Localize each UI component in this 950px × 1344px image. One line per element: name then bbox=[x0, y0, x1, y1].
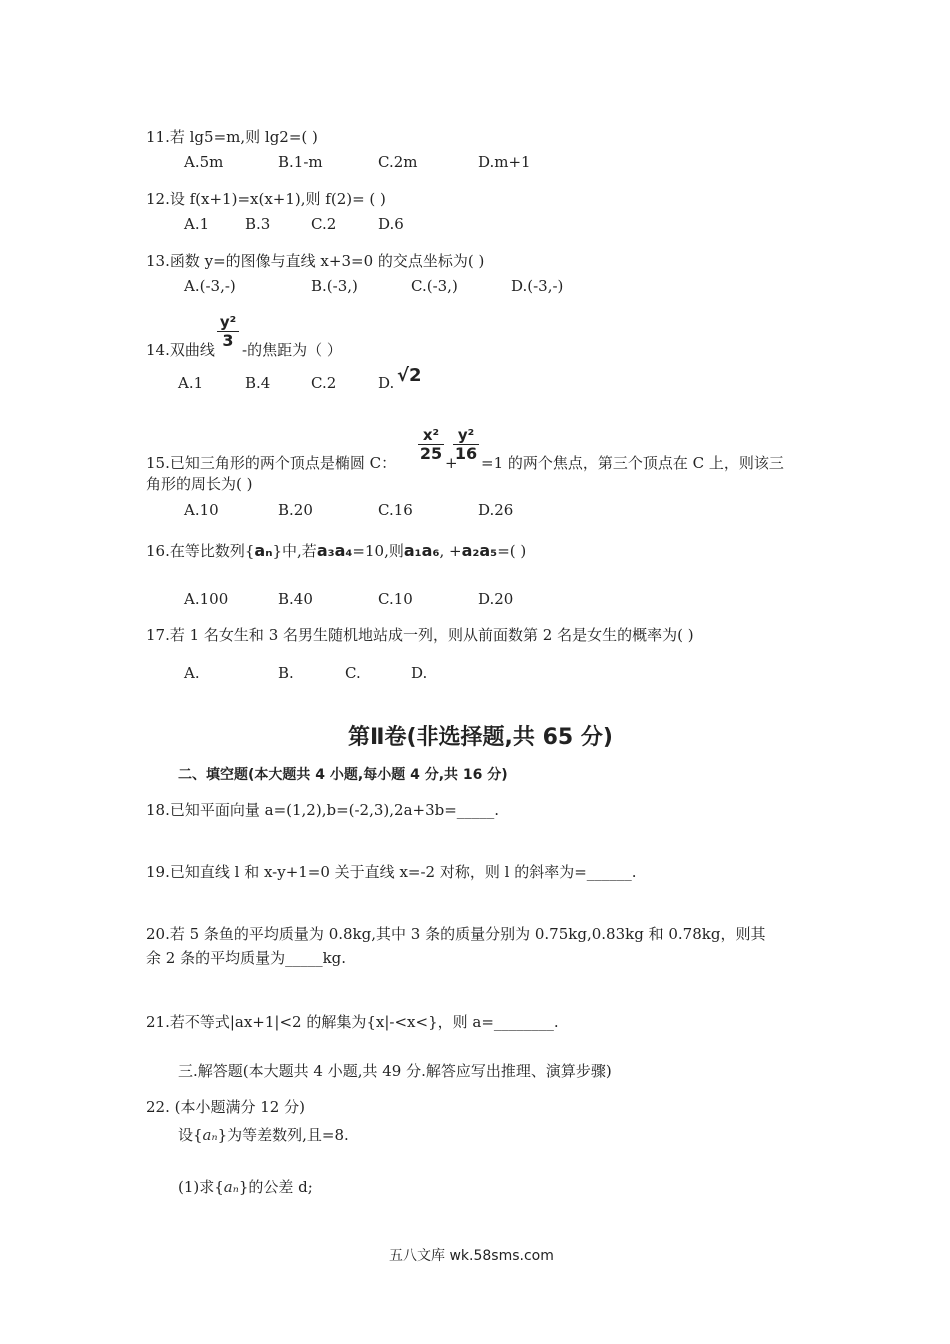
sqrt-two-symbol: √2 bbox=[397, 365, 422, 386]
question-16-stem bbox=[146, 541, 526, 561]
question-22-part1 bbox=[178, 1177, 313, 1197]
answer-section-heading: 三.解答题(本大题共 4 小题,共 49 分.解答应写出推理、演算步骤) bbox=[178, 1062, 612, 1080]
question-11-stem: 11.若 lg5=m,则 lg2=( ) bbox=[146, 128, 318, 146]
q14-fraction bbox=[217, 313, 239, 350]
q16-option-d: D.20 bbox=[478, 590, 514, 608]
question-22-line1 bbox=[178, 1125, 349, 1145]
q14-option-c: C.2 bbox=[311, 374, 337, 392]
question-12-stem: 12.设 f(x+1)=x(x+1),则 f(2)= ( ) bbox=[146, 190, 386, 208]
q16-option-a: A.100 bbox=[184, 590, 229, 608]
q17-option-a: A. bbox=[184, 664, 200, 682]
q15-fraction-y bbox=[453, 426, 479, 463]
q16-text-3: =10,则 bbox=[352, 542, 404, 560]
q17-option-c: C. bbox=[345, 664, 361, 682]
q16-option-b: B.40 bbox=[278, 590, 313, 608]
q15-option-b: B.20 bbox=[278, 501, 313, 519]
q16-text-1: 16.在等比数列{ bbox=[146, 542, 255, 560]
q15-option-d: D.26 bbox=[478, 501, 514, 519]
q15-option-a: A.10 bbox=[184, 501, 219, 519]
footer-watermark-text: 五八文库 wk.58sms.com bbox=[389, 1248, 554, 1264]
q17-option-d: D. bbox=[411, 664, 428, 682]
question-22-title: 22. (本小题满分 12 分) bbox=[146, 1098, 305, 1116]
q16-a3a4: a₃a₄ bbox=[316, 541, 353, 560]
q22-part1-sequence-an: aₙ bbox=[223, 1178, 239, 1196]
part-two-title: 第Ⅱ卷(非选择题,共 65 分) bbox=[348, 725, 613, 750]
q22-part1-text-2: }的公差 d; bbox=[238, 1178, 313, 1196]
q15-fraction-x-numerator: x² bbox=[418, 426, 444, 445]
q16-a2a5: a₂a₅ bbox=[461, 541, 498, 560]
question-18-stem: 18.已知平面向量 a=(1,2),b=(-2,3),2a+3b=_____. bbox=[146, 801, 500, 819]
q17-option-b: B. bbox=[278, 664, 294, 682]
question-14-suffix: -的焦距为（ ） bbox=[242, 341, 342, 359]
q15-option-c: C.16 bbox=[378, 501, 413, 519]
q22-text-1: 设{ bbox=[178, 1126, 203, 1144]
q13-option-d: D.(-3,-) bbox=[511, 277, 564, 295]
q14-fraction-denominator: 3 bbox=[222, 331, 234, 350]
q13-option-a: A.(-3,-) bbox=[184, 277, 236, 295]
question-21-stem: 21.若不等式|ax+1|<2 的解集为{x|-<x<}，则 a=________. bbox=[146, 1013, 559, 1031]
q12-option-a: A.1 bbox=[184, 215, 210, 233]
question-15-suffix: =1 的两个焦点，第三个顶点在 C 上，则该三 bbox=[481, 454, 784, 472]
q12-option-c: C.2 bbox=[311, 215, 337, 233]
q22-sequence-an: aₙ bbox=[202, 1126, 218, 1144]
q15-fraction-x-denominator: 25 bbox=[419, 444, 443, 463]
q11-option-a: A.5m bbox=[184, 153, 224, 171]
q16-a1a6: a₁a₆ bbox=[403, 541, 440, 560]
fill-in-section-heading: 二、填空题(本大题共 4 小题,每小题 4 分,共 16 分) bbox=[178, 767, 508, 783]
q13-option-b: B.(-3,) bbox=[311, 277, 358, 295]
question-20-line2: 余 2 条的平均质量为_____kg. bbox=[146, 949, 347, 967]
q14-option-a: A.1 bbox=[178, 374, 204, 392]
q14-option-d: D. bbox=[378, 374, 395, 392]
q16-text-5: =( ) bbox=[497, 542, 527, 560]
q15-fraction-y-denominator: 16 bbox=[454, 444, 478, 463]
question-14-prefix: 14.双曲线 bbox=[146, 341, 215, 359]
q16-text-2: }中,若 bbox=[272, 542, 317, 560]
q12-option-d: D.6 bbox=[378, 215, 404, 233]
q11-option-d: D.m+1 bbox=[478, 153, 531, 171]
q14-option-b: B.4 bbox=[245, 374, 271, 392]
q12-option-b: B.3 bbox=[245, 215, 271, 233]
q16-sequence-an: aₙ bbox=[254, 541, 273, 560]
q13-option-c: C.(-3,) bbox=[411, 277, 458, 295]
q16-text-4: , + bbox=[439, 542, 462, 560]
question-19-stem: 19.已知直线 l 和 x-y+1=0 关于直线 x=-2 对称，则 l 的斜率为=______. bbox=[146, 863, 637, 881]
question-15-prefix: 15.已知三角形的两个顶点是椭圆 C： bbox=[146, 454, 397, 472]
q15-plus-sign: + bbox=[445, 454, 458, 472]
question-20-line1: 20.若 5 条鱼的平均质量为 0.8kg,其中 3 条的质量分别为 0.75kg,0.83kg 和 0.78kg，则其 bbox=[146, 925, 766, 943]
q11-option-b: B.1-m bbox=[278, 153, 323, 171]
question-15-line2: 角形的周长为( ) bbox=[146, 475, 253, 493]
question-13-stem: 13.函数 y=的图像与直线 x+3=0 的交点坐标为( ) bbox=[146, 252, 485, 270]
q11-option-c: C.2m bbox=[378, 153, 418, 171]
q14-fraction-numerator: y² bbox=[217, 313, 239, 332]
question-17-stem: 17.若 1 名女生和 3 名男生随机地站成一列，则从前面数第 2 名是女生的概率为( ) bbox=[146, 626, 694, 644]
q16-option-c: C.10 bbox=[378, 590, 413, 608]
q22-text-2: }为等差数列,且=8. bbox=[217, 1126, 349, 1144]
q15-fraction-y-numerator: y² bbox=[453, 426, 479, 445]
q22-part1-text-1: (1)求{ bbox=[178, 1178, 224, 1196]
q15-fraction-x bbox=[418, 426, 444, 463]
